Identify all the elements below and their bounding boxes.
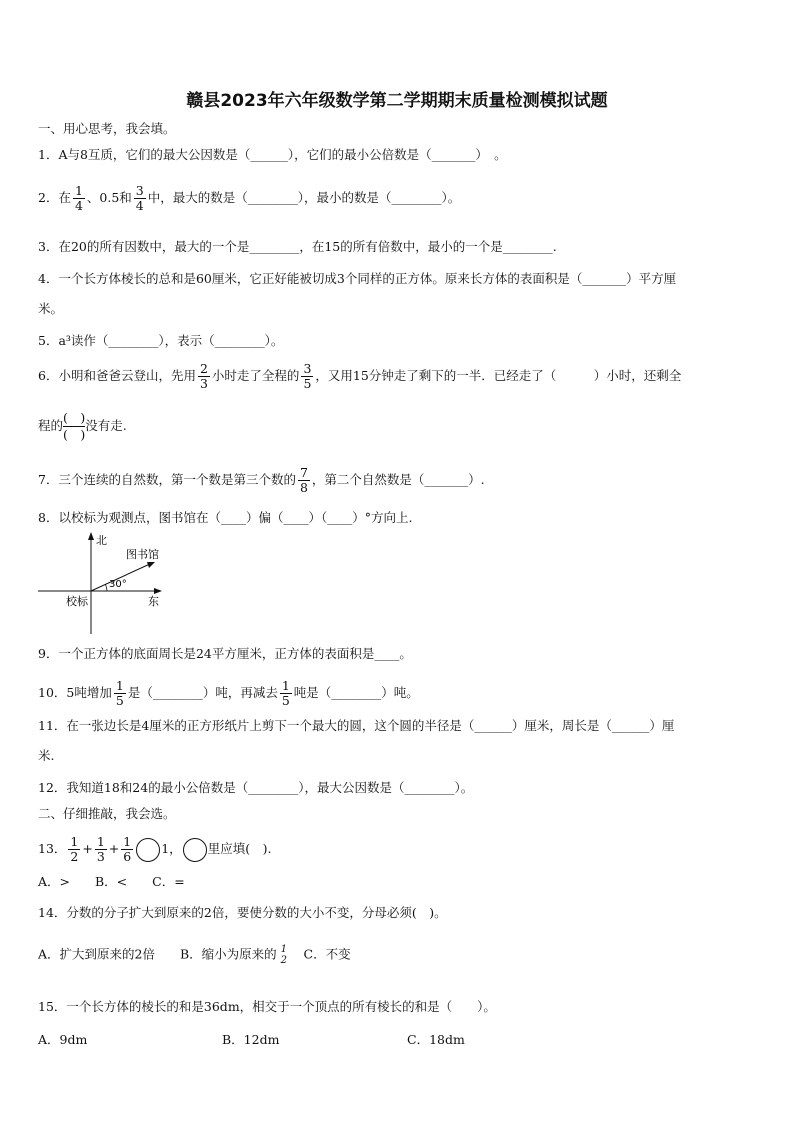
fraction: $\frac{3}{5}$: [303, 361, 312, 391]
fraction: $\frac{1}{6}$: [123, 834, 132, 864]
fraction: $\frac{1}{5}$: [281, 678, 290, 708]
north-arrow-icon: [88, 532, 94, 540]
origin-label: 校标: [66, 595, 88, 608]
question-11-line-2: 米.: [38, 748, 55, 763]
page-title: 赣县2023年六年级数学第二学期期末质量检测模拟试题: [186, 91, 608, 111]
fraction: $\frac{1}{4}$: [74, 183, 83, 213]
question-13: 13． $\frac{1}{2}$ + $\frac{1}{3}$ + $\frac{1}{6}$ 1， 里应填( ).: [38, 834, 272, 864]
north-label: 北: [96, 534, 107, 547]
question-5: 5．a³读作（________），表示（________）。: [38, 333, 284, 348]
library-arrow-icon: [147, 562, 155, 568]
question-14: 14．分数的分子扩大到原来的2倍，要使分数的大小不变，分母必须( )。: [38, 905, 447, 920]
q2-text-b: 、0.5和: [86, 190, 132, 205]
direction-diagram: [34, 530, 174, 636]
answer-circle[interactable]: [183, 838, 207, 862]
fraction: $\frac{1}{5}$: [115, 678, 124, 708]
blank-fraction: $\frac{( )}{( )}$: [63, 410, 86, 442]
q15-option-a: A．9dm: [38, 1032, 88, 1047]
angle-label: 30°: [109, 579, 127, 590]
q15-option-c: C．18dm: [407, 1032, 465, 1047]
question-12: 12．我知道18和24的最小公倍数是（________），最大公因数是（________）。: [38, 780, 474, 795]
question-2: [38, 184, 764, 213]
east-label: 东: [148, 595, 159, 608]
question-11-line-1: 11．在一张边长是4厘米的正方形纸片上剪下一个最大的圆，这个圆的半径是（______）厘米，周长是（______）厘: [38, 718, 675, 733]
section-2-heading: 二、仔细推敲，我会选。: [38, 806, 176, 821]
section-1-heading: 一、用心思考，我会填。: [38, 121, 176, 136]
q2-text-c: 中，最大的数是（________），最小的数是（________）。: [147, 190, 461, 205]
fraction: $\frac{7}{8}$: [299, 465, 308, 495]
question-8: 8．以校标为观测点，图书馆在（____）偏（____）（____）°方向上.: [38, 510, 413, 525]
question-4-line-2: 米。: [38, 301, 64, 316]
fraction: $\frac{3}{4}$: [135, 183, 144, 213]
east-arrow-icon: [154, 588, 162, 594]
question-13-options: A．> B．< C．=: [38, 874, 185, 889]
question-14-options: A．扩大到原来的2倍 B．缩小为原来的 1 2 C．不变: [38, 944, 351, 966]
question-10: 10．5吨增加 $\frac{1}{5}$ 是（________）吨，再减去 $\frac{1}{5}$ 吨是（________）吨。: [38, 678, 419, 708]
question-3: 3．在20的所有因数中，最大的一个是________，在15的所有倍数中，最小的一个是________.: [38, 239, 557, 254]
q15-option-b: B．12dm: [222, 1032, 280, 1047]
fraction: $\frac{1}{3}$: [96, 834, 105, 864]
question-15: 15．一个长方体的棱长的和是36dm，相交于一个顶点的所有棱长的和是（ ）。: [38, 999, 496, 1014]
fraction: 1 2: [280, 944, 288, 966]
question-6-line-1: 6．小明和爸爸云登山，先用 $\frac{2}{3}$ 小时走了全程的 $\frac{3}{5}$ ，又用15分钟走了剩下的一半．已经走了（ ）小时，还剩全: [38, 361, 682, 391]
question-7: 7．三个连续的自然数，第一个数是第三个数的 $\frac{7}{8}$ ，第二个自然数是（_______）.: [38, 465, 485, 495]
fraction: $\frac{1}{2}$: [70, 834, 79, 864]
fraction: $\frac{2}{3}$: [199, 361, 208, 391]
angle-arc: [106, 585, 108, 592]
question-9: 9．一个正方体的底面周长是24平方厘米，正方体的表面积是____。: [38, 646, 412, 661]
question-1: 1．A与8互质，它们的最大公因数是（______），它们的最小公倍数是（_______） 。: [38, 147, 507, 162]
question-6-line-2: 程的 $\frac{( )}{( )}$ 没有走.: [38, 410, 127, 442]
answer-circle[interactable]: [136, 838, 160, 862]
question-4-line-1: 4．一个长方体棱长的总和是60厘米，它正好能被切成3个同样的正方体。原来长方体的表面积是（_______）平方厘: [38, 271, 677, 286]
q2-text-a: 2．在: [38, 190, 71, 205]
target-label: 图书馆: [126, 548, 159, 561]
